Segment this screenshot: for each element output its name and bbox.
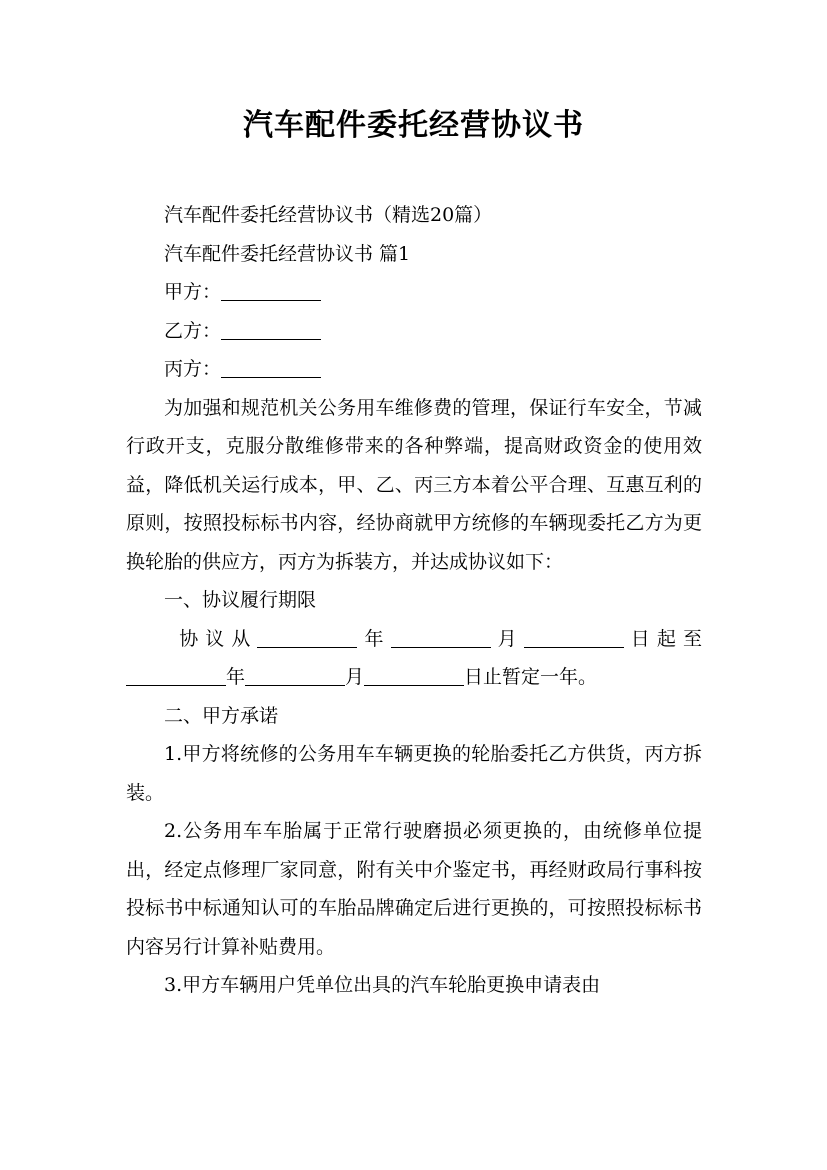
term-paragraph xyxy=(126,620,702,697)
start-month-blank xyxy=(391,628,491,648)
section2-heading: 二、甲方承诺 xyxy=(164,704,279,727)
start-day-blank xyxy=(524,628,624,648)
term-year2: 年 xyxy=(226,666,246,688)
party-c-blank xyxy=(221,358,321,378)
subtitle: 汽车配件委托经营协议书（精选20篇） xyxy=(164,204,493,226)
party-a-line xyxy=(126,273,702,312)
party-a-label: 甲方： xyxy=(164,281,222,303)
clause-1: 1.甲方将统修的公务用车车辆更换的轮胎委托乙方供货，丙方拆装。 xyxy=(126,743,702,804)
party-b-label: 乙方： xyxy=(164,319,222,342)
article-heading: 汽车配件委托经营协议书 篇1 xyxy=(164,242,411,265)
party-b-blank xyxy=(221,320,321,340)
term-day2: 日止暂定一年。 xyxy=(464,666,598,688)
document-title: 汽车配件委托经营协议书 xyxy=(243,108,584,143)
start-year-blank xyxy=(257,628,357,648)
party-c-label: 丙方： xyxy=(164,358,222,380)
clause-3: 3.甲方车辆用户凭单位出具的汽车轮胎更换申请表由 xyxy=(164,974,601,996)
section1-heading: 一、协议履行期限 xyxy=(164,589,317,611)
term-from: 协议从 xyxy=(179,627,258,650)
party-a-blank xyxy=(221,281,321,301)
intro-paragraph: 为加强和规范机关公务用车维修费的管理，保证行车安全，节减行政开支，克服分散维修带来的各种弊端，提高财政资金的使用效益，降低机关运行成本，甲、乙、丙三方本着公平合理、互惠互利的原则，按照投标标书内容，经协商就甲方统修的车辆现委托乙方为更换轮胎的供应方，丙方为拆装方，并达成协议如下： xyxy=(126,396,702,573)
term-day1: 日起至 xyxy=(623,627,702,650)
term-month1: 月 xyxy=(490,627,524,650)
party-b-line xyxy=(126,312,702,351)
end-year-blank xyxy=(126,666,226,686)
term-month2: 月 xyxy=(345,666,365,688)
party-c-line xyxy=(126,350,702,389)
end-day-blank xyxy=(364,666,464,686)
term-year1: 年 xyxy=(357,627,391,650)
clause-2: 2.公务用车车胎属于正常行驶磨损必须更换的，由统修单位提出，经定点修理厂家同意，附有关中介鉴定书，再经财政局行事科按投标书中标通知认可的车胎品牌确定后进行更换的，可按照投标标书内容另行计算补贴费用。 xyxy=(126,820,702,958)
end-month-blank xyxy=(245,666,345,686)
document-body xyxy=(126,196,702,1005)
